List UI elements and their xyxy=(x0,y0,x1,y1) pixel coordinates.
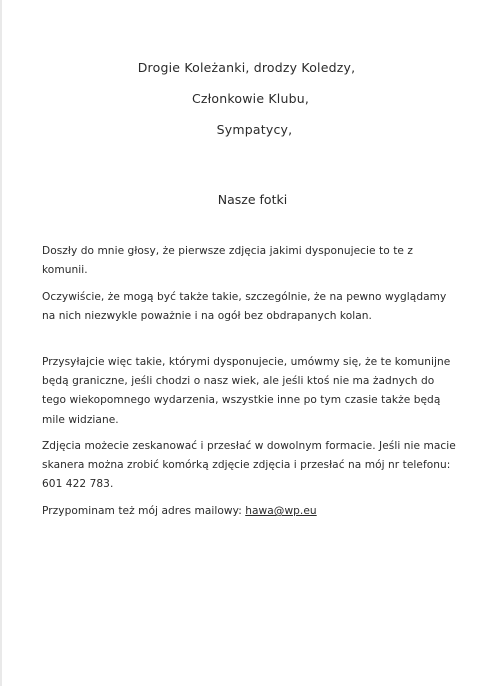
greeting-line-3: Sympatycy, xyxy=(216,122,293,137)
greeting-line-1: Drogie Koleżanki, drodzy Koledzy, xyxy=(137,60,356,75)
paragraph-5 xyxy=(42,502,457,521)
scan-edge xyxy=(0,0,2,686)
greeting-line-2: Członkowie Klubu, xyxy=(191,91,310,106)
paragraph-1: Doszły do mnie głosy, że pierwsze zdjęcia jakimi dysponujecie to te z komunii. xyxy=(42,245,413,277)
paragraph-3: Przysyłajcie więc takie, którymi dysponujecie, umówmy się, że te komunijne będą graniczne, jeśli chodzi o nasz wiek, ale jeśli ktoś nie ma żadnych do tego wiekopomnego wydarzenia, wszystkie inne po tym czasie także będą mile widziane. xyxy=(42,356,451,426)
letter-title: Nasze fotki xyxy=(217,192,288,207)
email-reminder-text: Przypominam też mój adres mailowy: xyxy=(42,505,246,517)
paragraph-4: Zdjęcia możecie zeskanować i przesłać w dowolnym formacie. Jeśli nie macie skanera można zrobić komórką zdjęcie zdjęcia i przesłać na mój nr telefonu: 601 422 783. xyxy=(42,440,456,491)
email-link[interactable]: hawa@wp.eu xyxy=(245,505,317,517)
paragraph-2: Oczywiście, że mogą być także takie, szczególnie, że na pewno wyglądamy na nich niezwykle poważnie i na ogół bez obdrapanych kolan. xyxy=(42,291,447,323)
